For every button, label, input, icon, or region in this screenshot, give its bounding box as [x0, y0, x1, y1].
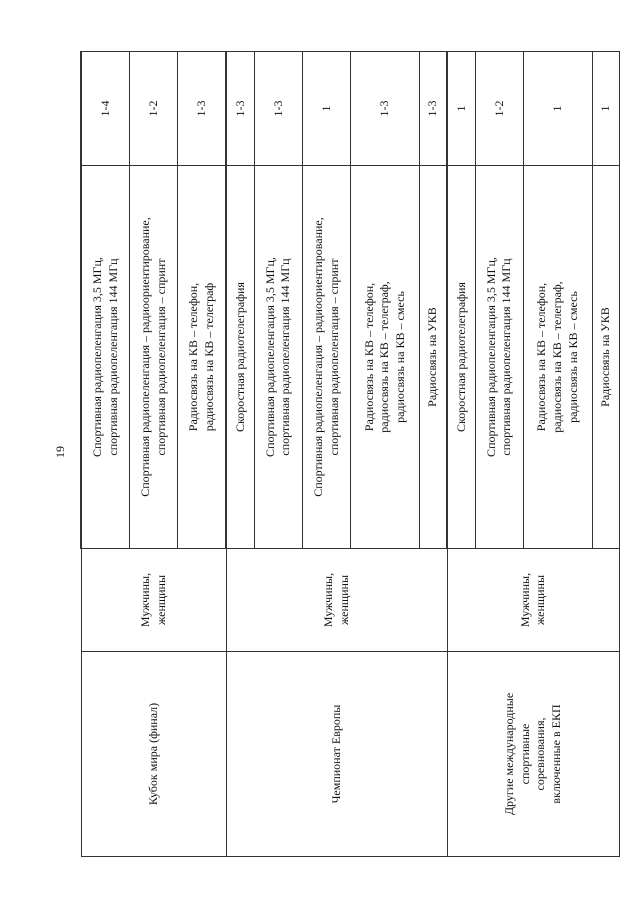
- places-cell: 1: [447, 52, 475, 166]
- discipline-cell: Скоростная радиотелеграфия: [226, 166, 254, 549]
- discipline-cell: Спортивная радиопеленгация – радиоориентирование, спортивная радиопеленгация – спринт: [303, 166, 351, 549]
- gender-cell: Мужчины, женщины: [81, 549, 226, 652]
- places-cell: 1: [303, 52, 351, 166]
- discipline-cell: Радиосвязь на УКВ: [419, 166, 447, 549]
- discipline-cell: Радиосвязь на КВ – телефон, радиосвязь на КВ – телеграф, радиосвязь на КВ – смесь: [523, 166, 592, 549]
- places-cell: 1-3: [419, 52, 447, 166]
- competition-table: [80, 51, 620, 857]
- rotated-table-container: [80, 52, 620, 857]
- places-cell: 1-3: [254, 52, 302, 166]
- table-row: [226, 52, 254, 857]
- discipline-cell: Спортивная радиопеленгация 3,5 МГц, спортивная радиопеленгация 144 МГц: [254, 166, 302, 549]
- competition-cell: Кубок мира (финал): [81, 652, 226, 857]
- places-cell: 1-2: [130, 52, 178, 166]
- discipline-cell: Спортивная радиопеленгация 3,5 МГц, спортивная радиопеленгация 144 МГц: [81, 166, 130, 549]
- places-cell: 1-4: [81, 52, 130, 166]
- discipline-cell: Скоростная радиотелеграфия: [447, 166, 475, 549]
- discipline-cell: Радиосвязь на УКВ: [592, 166, 619, 549]
- places-cell: 1-3: [351, 52, 420, 166]
- places-cell: 1-2: [475, 52, 523, 166]
- gender-cell: Мужчины, женщины: [226, 549, 447, 652]
- table-row: [81, 52, 130, 857]
- places-cell: 1-3: [226, 52, 254, 166]
- discipline-cell: Радиосвязь на КВ – телефон, радиосвязь на КВ – телеграф, радиосвязь на КВ – смесь: [351, 166, 420, 549]
- discipline-cell: Спортивная радиопеленгация 3,5 МГц, спортивная радиопеленгация 144 МГц: [475, 166, 523, 549]
- page-number: 19: [53, 446, 67, 458]
- discipline-cell: Спортивная радиопеленгация – радиоориентирование, спортивная радиопеленгация – спринт: [130, 166, 178, 549]
- table-row: [447, 52, 475, 857]
- places-cell: 1: [592, 52, 619, 166]
- gender-cell: Мужчины, женщины: [447, 549, 619, 652]
- discipline-cell: Радиосвязь на КВ – телефон, радиосвязь на КВ – телеграф: [178, 166, 227, 549]
- places-cell: 1: [523, 52, 592, 166]
- competition-cell: Чемпионат Европы: [226, 652, 447, 857]
- places-cell: 1-3: [178, 52, 227, 166]
- competition-cell: Другие международные спортивные соревнования, включенные в ЕКП: [447, 652, 619, 857]
